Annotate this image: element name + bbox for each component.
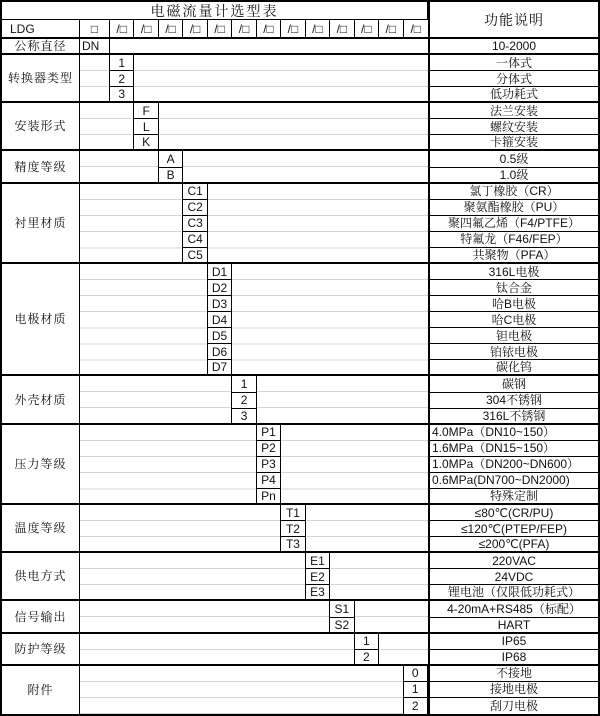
option-code-cell: Pn	[257, 489, 281, 505]
group-label: 附件	[2, 666, 80, 714]
option-desc-cell: 氯丁橡胶（CR）	[428, 184, 598, 200]
option-code-cell: 2	[232, 393, 256, 409]
option-desc-cell: 聚氨酯橡胶（PU）	[428, 200, 598, 216]
empty-region	[355, 601, 428, 633]
selection-slot: /□	[183, 20, 207, 39]
option-desc-cell: IP65	[428, 634, 598, 650]
option-desc-cell: 螺纹安装	[428, 119, 598, 135]
option-code-cell: 2	[355, 650, 379, 666]
empty-region	[208, 184, 428, 264]
selection-slot: /□	[404, 20, 428, 39]
selection-slot: /□	[306, 20, 330, 39]
group-label: 外壳材质	[2, 376, 80, 424]
option-desc-cell: 碳钢	[428, 376, 598, 392]
group-label-diameter: 公称直径	[2, 39, 80, 55]
option-desc-cell: 哈B电极	[428, 296, 598, 312]
empty-region	[159, 103, 428, 151]
empty-region	[330, 553, 428, 601]
option-desc-cell: 1.0MPa（DN200~DN600）	[428, 457, 598, 473]
option-code-cell: S1	[330, 601, 354, 617]
option-code-cell: 3	[232, 409, 256, 425]
selection-slot: /□	[134, 20, 158, 39]
group-label: 供电方式	[2, 553, 80, 601]
option-desc-cell: ≤80℃(CR/PU)	[428, 505, 598, 521]
empty-region	[257, 376, 428, 424]
group-label: 防护等级	[2, 634, 80, 666]
selection-slot: /□	[159, 20, 183, 39]
empty-region	[80, 505, 281, 553]
option-desc-cell: 4.0MPa（DN10~150）	[428, 425, 598, 441]
option-code-cell: C3	[183, 216, 207, 232]
option-desc-cell: 0.5级	[428, 151, 598, 167]
option-desc-cell: 316L不锈钢	[428, 409, 598, 425]
option-code-cell: T1	[281, 505, 305, 521]
option-desc-cell: 1.6MPa（DN15~150）	[428, 441, 598, 457]
option-code-cell: 3	[110, 87, 134, 103]
selection-slot: /□	[330, 20, 354, 39]
group-label: 衬里材质	[2, 184, 80, 264]
option-desc-cell: 低功耗式	[428, 87, 598, 103]
option-desc-cell: 共聚物（PFA）	[428, 248, 598, 264]
selection-slot: /□	[110, 20, 134, 39]
empty-region	[80, 55, 110, 103]
option-desc-cell: 钛合金	[428, 280, 598, 296]
option-desc-cell: 碳化钨	[428, 360, 598, 376]
empty-region	[183, 151, 428, 183]
option-desc-cell: 分体式	[428, 71, 598, 87]
option-desc-cell: 铂铱电极	[428, 344, 598, 360]
selection-slot: /□	[281, 20, 305, 39]
option-code-cell: S2	[330, 618, 354, 634]
option-desc-cell: 不接地	[428, 666, 598, 682]
option-code-cell: P3	[257, 457, 281, 473]
option-code-cell: 1	[232, 376, 256, 392]
empty-region	[80, 184, 183, 264]
model-prefix: LDG	[2, 20, 80, 39]
option-code-cell: C2	[183, 200, 207, 216]
option-code-cell: C4	[183, 232, 207, 248]
option-code-cell: D7	[208, 360, 232, 376]
empty-region	[306, 505, 428, 553]
group-label: 温度等级	[2, 505, 80, 553]
option-code-cell: T2	[281, 521, 305, 537]
option-desc-cell: 哈C电极	[428, 312, 598, 328]
option-desc-cell: 304不锈钢	[428, 393, 598, 409]
option-desc-cell: 接地电极	[428, 682, 598, 698]
option-code-cell: C1	[183, 184, 207, 200]
option-desc-cell: 10-2000	[428, 39, 598, 55]
empty-region	[80, 103, 134, 151]
empty-region	[80, 264, 208, 377]
selection-slot: /□	[379, 20, 403, 39]
option-code-cell: D2	[208, 280, 232, 296]
option-code-cell: L	[134, 119, 158, 135]
group-label: 电极材质	[2, 264, 80, 377]
option-code-cell: D3	[208, 296, 232, 312]
option-code-cell: E2	[306, 569, 330, 585]
group-label: 精度等级	[2, 151, 80, 183]
function-column-header: 功能说明	[428, 2, 598, 39]
option-code-cell: 0	[404, 666, 428, 682]
option-desc-cell: IP68	[428, 650, 598, 666]
empty-region	[134, 55, 428, 103]
group-label: 转换器类型	[2, 55, 80, 103]
table-title: 电磁流量计选型表	[2, 2, 428, 20]
selection-slot: /□	[232, 20, 256, 39]
option-desc-cell: 钽电极	[428, 328, 598, 344]
option-code-cell: E3	[306, 585, 330, 601]
option-desc-cell: 刮刀电极	[428, 698, 598, 714]
option-code-cell: A	[159, 151, 183, 167]
option-desc-cell: 一体式	[428, 55, 598, 71]
option-code-cell: F	[134, 103, 158, 119]
option-code-cell: P1	[257, 425, 281, 441]
empty-region	[80, 425, 257, 505]
selection-slot: /□	[355, 20, 379, 39]
option-code-cell: D4	[208, 312, 232, 328]
group-label: 信号输出	[2, 601, 80, 633]
option-code-cell: D5	[208, 328, 232, 344]
option-desc-cell: 1.0级	[428, 168, 598, 184]
option-desc-cell: 特氟龙（F46/FEP）	[428, 232, 598, 248]
option-code-cell: 1	[355, 634, 379, 650]
option-code-cell: E1	[306, 553, 330, 569]
group-label: 压力等级	[2, 425, 80, 505]
option-desc-cell: 锂电池（仅限低功耗式）	[428, 585, 598, 601]
option-desc-cell: 法兰安装	[428, 103, 598, 119]
option-desc-cell: 24VDC	[428, 569, 598, 585]
option-code-cell: T3	[281, 537, 305, 553]
empty-region	[379, 634, 428, 666]
option-desc-cell: ≤200℃(PFA)	[428, 537, 598, 553]
option-code-cell: 1	[404, 682, 428, 698]
selection-slot: /□	[257, 20, 281, 39]
empty-region	[80, 151, 159, 183]
group-label: 安装形式	[2, 103, 80, 151]
option-code-cell: P2	[257, 441, 281, 457]
option-desc-cell: 聚四氟乙烯（F4/PTFE）	[428, 216, 598, 232]
option-code-cell: 1	[110, 55, 134, 71]
option-code-cell: 2	[404, 698, 428, 714]
empty-region	[80, 601, 330, 633]
empty-region	[281, 425, 428, 505]
option-code-cell: D6	[208, 344, 232, 360]
selection-slot: /□	[208, 20, 232, 39]
option-desc-cell: ≤120℃(PTEP/FEP)	[428, 521, 598, 537]
option-desc-cell: 220VAC	[428, 553, 598, 569]
option-desc-cell: 卡箍安装	[428, 135, 598, 151]
option-desc-cell: HART	[428, 618, 598, 634]
option-code-cell: 2	[110, 71, 134, 87]
model-box-slot: □	[80, 20, 110, 39]
option-desc-cell: 4-20mA+RS485（标配）	[428, 601, 598, 617]
option-code-cell: C5	[183, 248, 207, 264]
option-desc-cell: 0.6MPa(DN700~DN2000)	[428, 473, 598, 489]
option-code-cell: K	[134, 135, 158, 151]
empty-region	[232, 264, 428, 377]
empty-region	[80, 553, 306, 601]
empty-region	[110, 39, 428, 55]
empty-region	[80, 634, 355, 666]
option-code-cell: B	[159, 168, 183, 184]
empty-region	[80, 666, 404, 714]
option-desc-cell: 316L电极	[428, 264, 598, 280]
option-code-cell: P4	[257, 473, 281, 489]
option-desc-cell: 特殊定制	[428, 489, 598, 505]
option-code-cell: D1	[208, 264, 232, 280]
option-code-cell: DN	[80, 39, 110, 55]
empty-region	[80, 376, 232, 424]
